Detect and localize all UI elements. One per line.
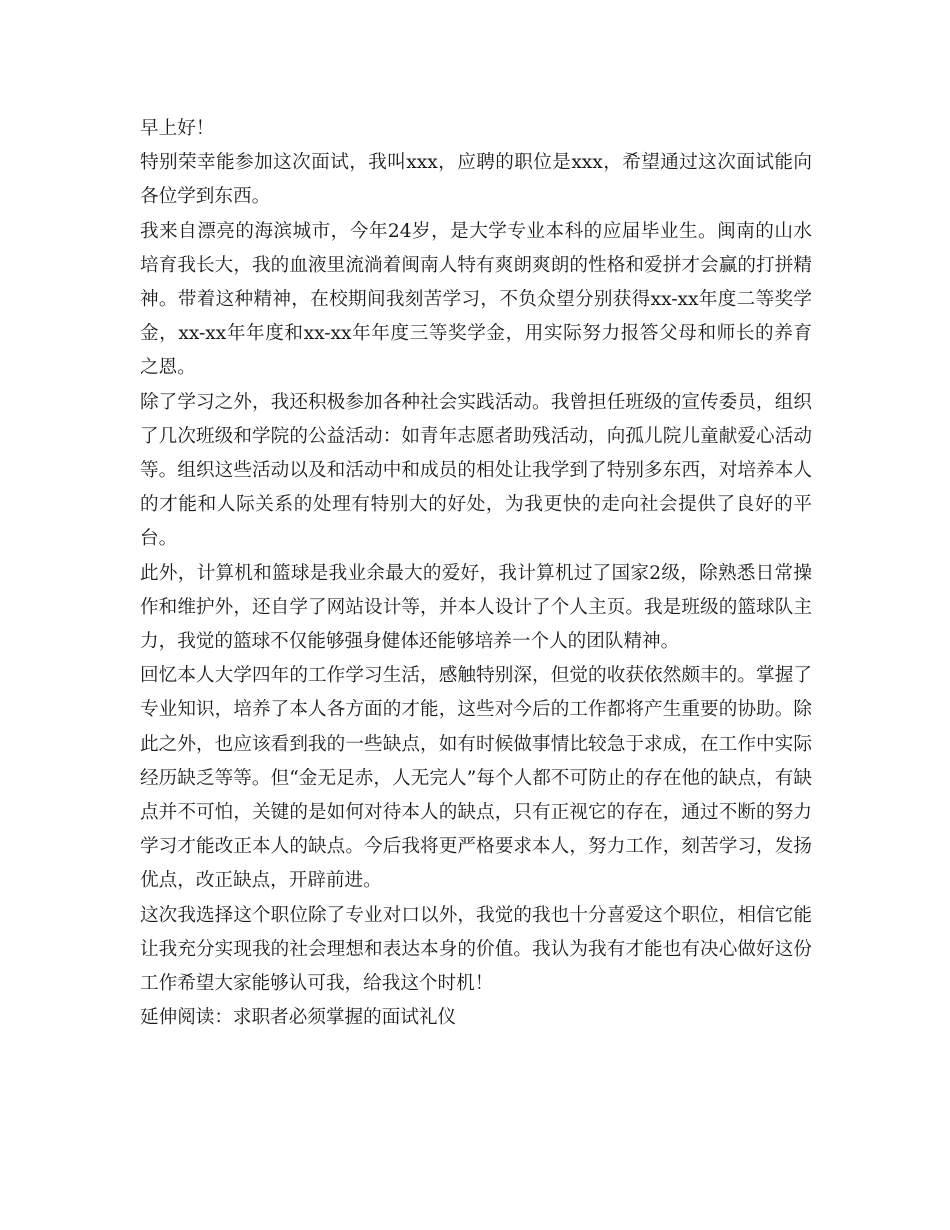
background-paragraph: 我来自漂亮的海滨城市，今年24岁，是大学专业本科的应届毕业生。闽南的山水培育我长大，我的血液里流淌着闽南人特有爽朗爽朗的性格和爱拼才会赢的打拼精神。带着这种精神，在校期间我刻苦学习，不负众望分别获得xx-xx年度二等奖学金，xx-xx年年度和xx-xx年年度三等奖学金，用实际努力报答父母和师长的养育之恩。 [140, 220, 812, 379]
document-body [140, 112, 812, 1035]
intro-paragraph: 特别荣幸能参加这次面试，我叫xxx，应聘的职位是xxx，希望通过这次面试能向各位学到东西。 [140, 152, 812, 208]
hobbies-paragraph: 此外，计算机和篮球是我业余最大的爱好，我计算机过了国家2级，除熟悉日常操作和维护外，还自学了网站设计等，并本人设计了个人主页。我是班级的篮球队主力，我觉的篮球不仅能够强身健体还能够培养一个人的团队精神。 [140, 562, 812, 653]
greeting-paragraph: 早上好！ [140, 118, 215, 139]
activities-paragraph: 除了学习之外，我还积极参加各种社会实践活动。我曾担任班级的宣传委员，组织了几次班级和学院的公益活动：如青年志愿者助残活动，向孤儿院儿童献爱心活动等。组织这些活动以及和活动中和成员的相处让我学到了特别多东西，对培养本人的才能和人际关系的处理有特别大的好处，为我更快的走向社会提供了良好的平台。 [140, 391, 812, 550]
reflection-paragraph: 回忆本人大学四年的工作学习生活，感触特别深，但觉的收获依然颇丰的。掌握了专业知识，培养了本人各方面的才能，这些对今后的工作都将产生重要的协助。除此之外，也应该看到我的一些缺点，如有时候做事情比较急于求成，在工作中实际经历缺乏等等。但“金无足赤，人无完人”每个人都不可防止的存在他的缺点，有缺点并不可怕，关键的是如何对待本人的缺点，只有正视它的存在，通过不断的努力学习才能改正本人的缺点。今后我将更严格要求本人，努力工作，刻苦学习，发扬优点，改正缺点，开辟前进。 [140, 665, 812, 892]
further-reading-paragraph: 延伸阅读：求职者必须掌握的面试礼仪 [140, 1007, 457, 1029]
motivation-paragraph: 这次我选择这个职位除了专业对口以外，我觉的我也十分喜爱这个职位，相信它能让我充分实现我的社会理想和表达本身的价值。我认为我有才能也有决心做好这份工作希望大家能够认可我，给我这个时机！ [140, 904, 812, 995]
